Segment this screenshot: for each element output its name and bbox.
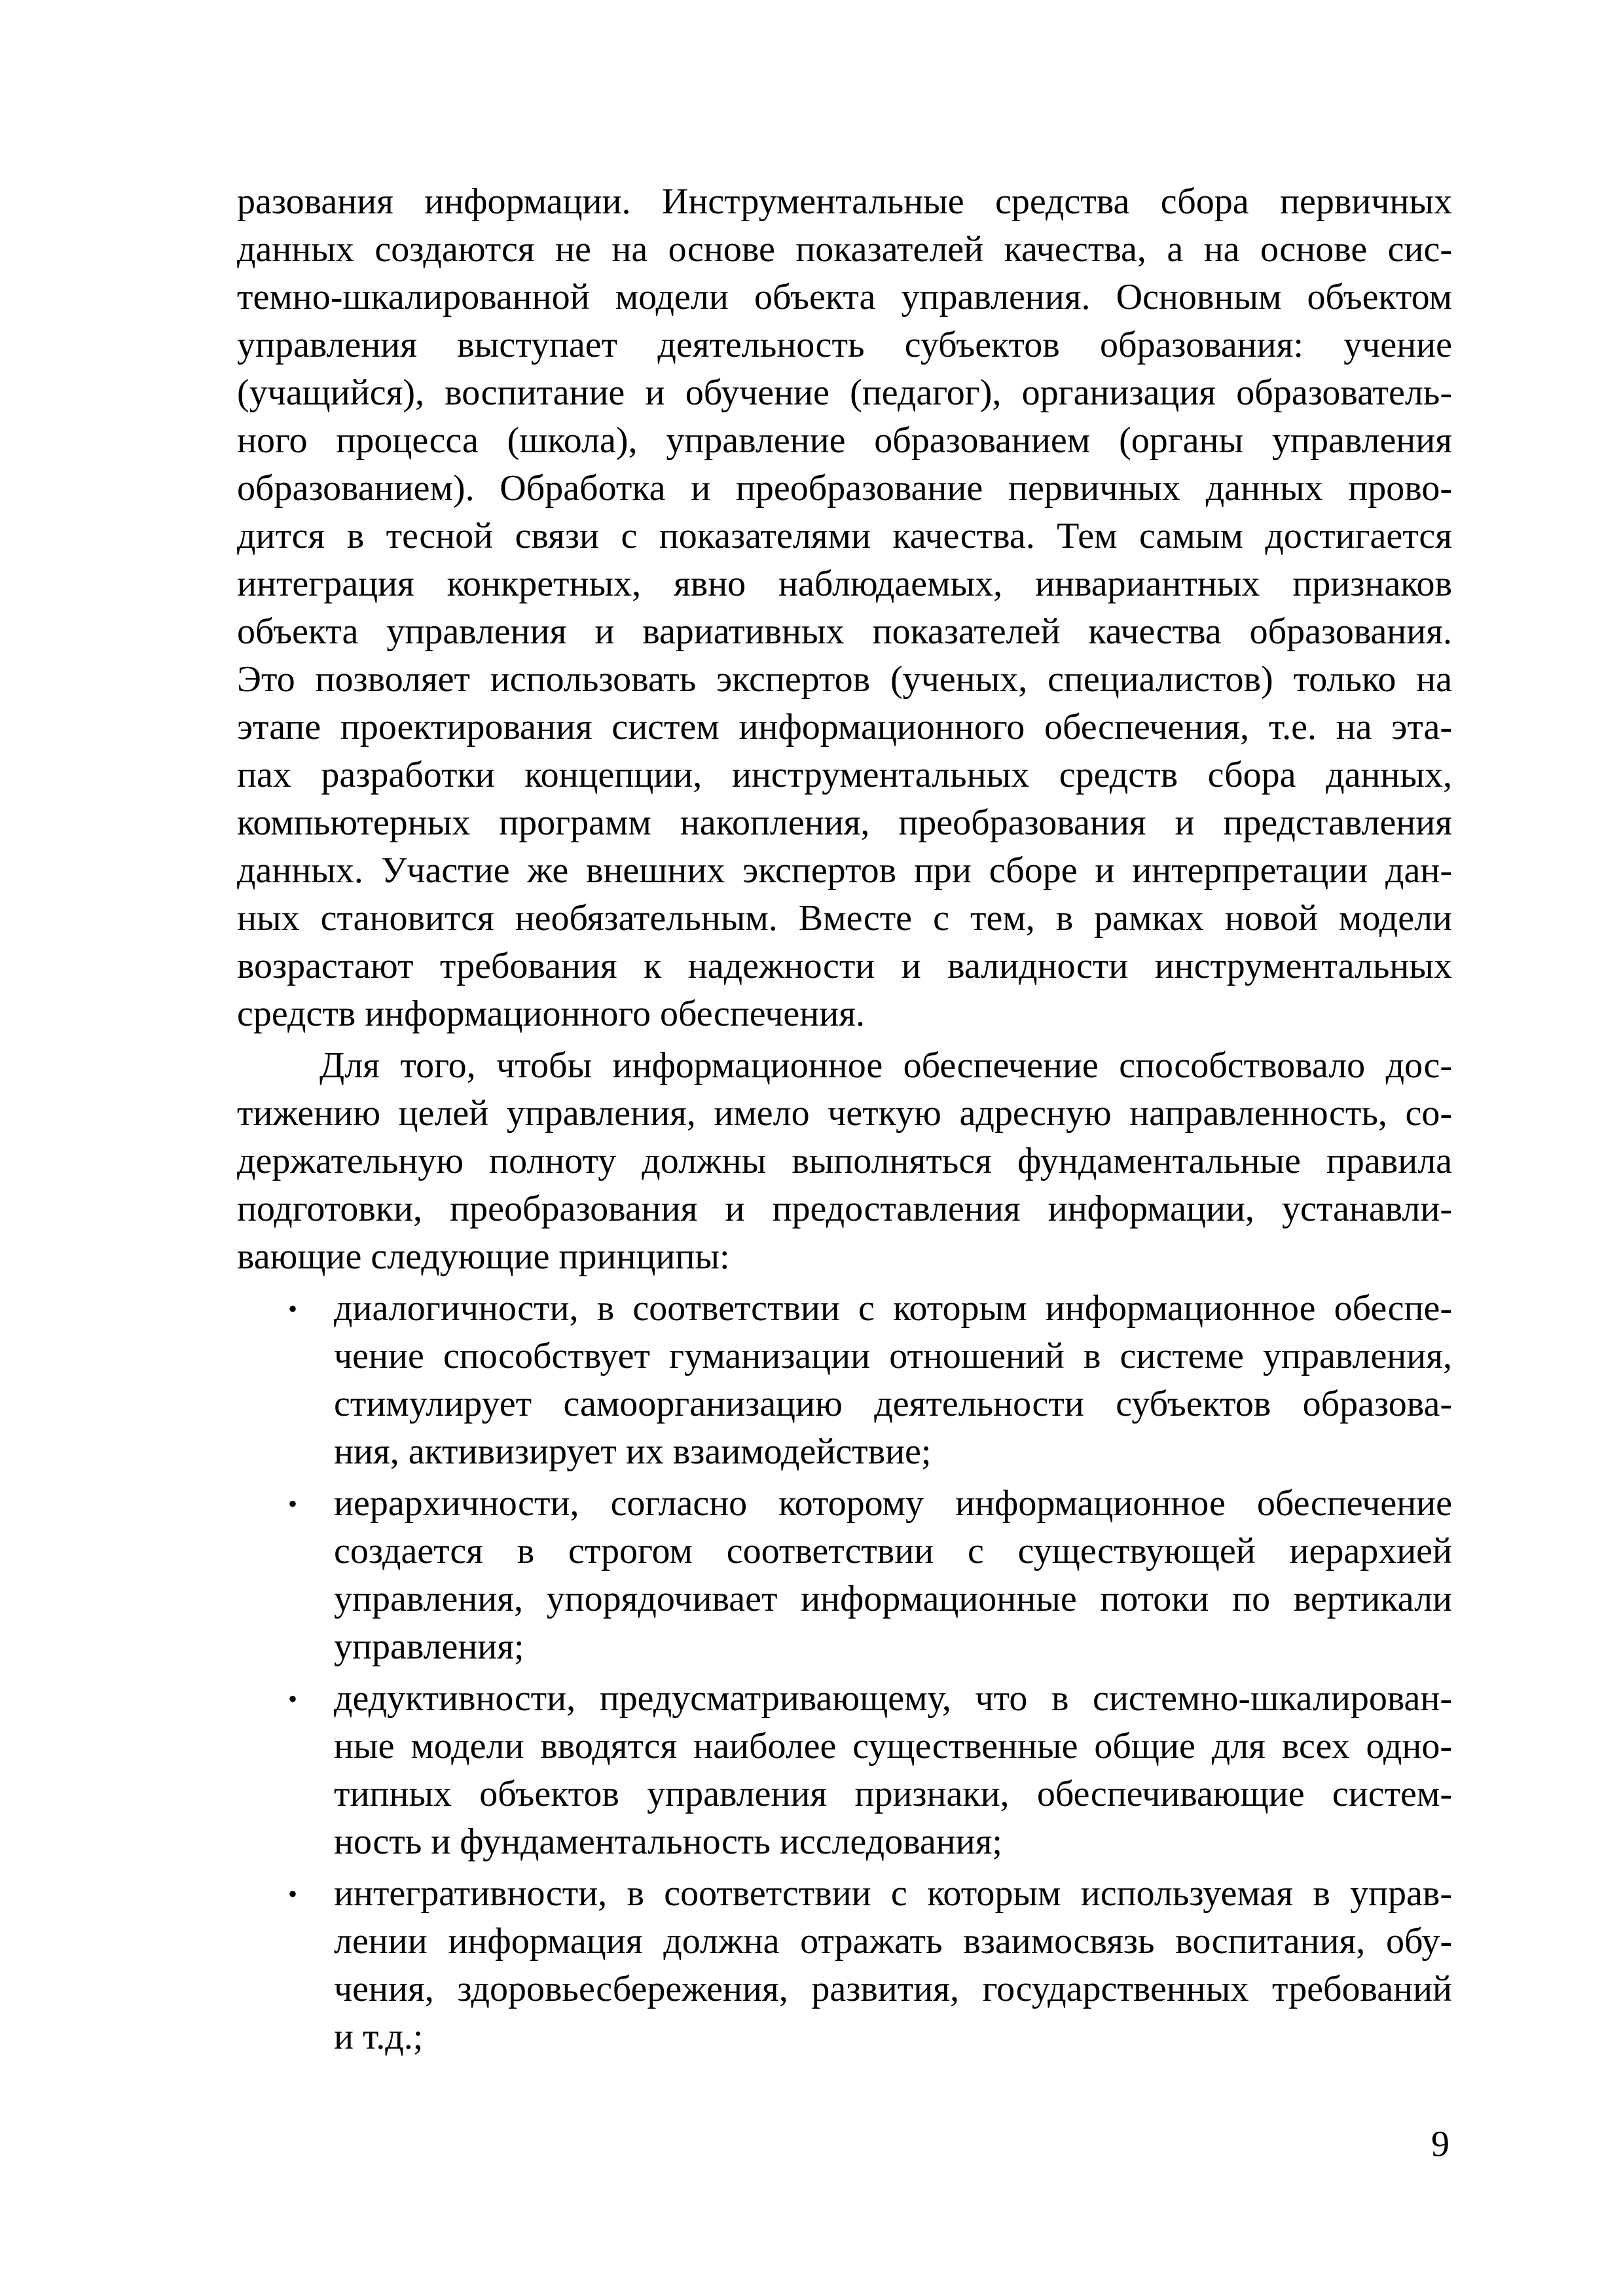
page-number: 9 <box>1431 2124 1450 2164</box>
text-line: темно-шкалированной модели объекта управления. Основным объектом <box>237 277 1452 317</box>
list-item <box>237 1480 1452 1671</box>
text-line: подготовки, преобразования и предоставления информации, устанавли- <box>237 1189 1452 1229</box>
bullet-icon: • <box>288 1294 298 1323</box>
text-line: данных создаются не на основе показателей качества, а на основе сис- <box>237 229 1452 270</box>
text-line: ния, активизирует их взаимодействие; <box>334 1431 932 1472</box>
text-line: средств информационного обеспечения. <box>237 994 865 1034</box>
text-line: чения, здоровьесбережения, развития, государственных требований <box>334 1969 1452 2009</box>
text-line: типных объектов управления признаки, обеспечивающие систем- <box>334 1774 1452 1814</box>
text-line: ные модели вводятся наиболее существенные общие для всех одно- <box>334 1726 1452 1767</box>
text-line: объекта управления и вариативных показателей качества образования. <box>237 611 1452 652</box>
text-line: интеграция конкретных, явно наблюдаемых, инвариантных признаков <box>237 564 1452 604</box>
text-line: образованием). Обработка и преобразование первичных данных прово- <box>237 468 1452 509</box>
text-line: лении информация должна отражать взаимосвязь воспитания, обу- <box>334 1921 1452 1962</box>
text-line: пах разработки концепции, инструментальных средств сбора данных, <box>237 755 1452 795</box>
text-line: ность и фундаментальность исследования; <box>334 1821 1002 1862</box>
text-line: этапе проектирования систем информационного обеспечения, т.е. на эта- <box>237 707 1452 747</box>
list-item <box>237 1285 1452 1476</box>
text-line: управления выступает деятельность субъектов образования: учение <box>237 325 1452 365</box>
bullet-icon: • <box>288 1684 298 1713</box>
bullet-icon: • <box>288 1879 298 1909</box>
text-line: создается в строгом соответствии с существующей иерархией <box>334 1531 1452 1571</box>
text-line: компьютерных программ накопления, преобразования и представления <box>237 802 1452 843</box>
paragraph-2 <box>237 1042 1452 1281</box>
text-line: держательную полноту должны выполняться фундаментальные правила <box>237 1141 1452 1181</box>
text-line: (учащийся), воспитание и обучение (педагог), организация образователь- <box>237 372 1452 413</box>
text-line: возрастают требования к надежности и валидности инструментальных <box>237 946 1452 986</box>
list-item <box>237 1870 1452 2061</box>
text-line: ного процесса (школа), управление образованием (органы управления <box>237 420 1452 461</box>
text-line: диалогичности, в соответствии с которым информационное обеспе- <box>334 1288 1452 1329</box>
text-line: управления, упорядочивает информационные потоки по вертикали <box>334 1579 1452 1619</box>
page-body <box>237 178 1452 2065</box>
text-line: разования информации. Инструментальные средства сбора первичных <box>237 181 1452 222</box>
text-line: управления; <box>334 1626 524 1667</box>
text-line: дедуктивности, предусматривающему, что в системно-шкалирован- <box>334 1678 1452 1719</box>
text-line: данных. Участие же внешних экспертов при сборе и интерпретации дан- <box>237 850 1452 891</box>
text-line: стимулирует самоорганизацию деятельности субъектов образова- <box>334 1384 1452 1424</box>
list-item <box>237 1675 1452 1866</box>
text-line: Это позволяет использовать экспертов (ученых, специалистов) только на <box>237 659 1452 700</box>
text-line: вающие следующие принципы: <box>237 1236 730 1277</box>
text-line: ных становится необязательным. Вместе с тем, в рамках новой модели <box>237 898 1452 939</box>
text-line: чение способствует гуманизации отношений в системе управления, <box>334 1336 1452 1376</box>
text-line: Для того, чтобы информационное обеспечение способствовало дос- <box>319 1045 1452 1086</box>
principles-list <box>237 1285 1452 2061</box>
text-line: интегративности, в соответствии с которым используемая в управ- <box>334 1873 1452 1914</box>
text-line: иерархичности, согласно которому информационное обеспечение <box>334 1483 1452 1524</box>
text-line: и т.д.; <box>334 2017 424 2057</box>
bullet-icon: • <box>288 1489 298 1518</box>
text-line: тижению целей управления, имело четкую адресную направленность, со- <box>237 1093 1452 1134</box>
text-line: дится в тесной связи с показателями качества. Тем самым достигается <box>237 516 1452 556</box>
paragraph-1 <box>237 178 1452 1038</box>
